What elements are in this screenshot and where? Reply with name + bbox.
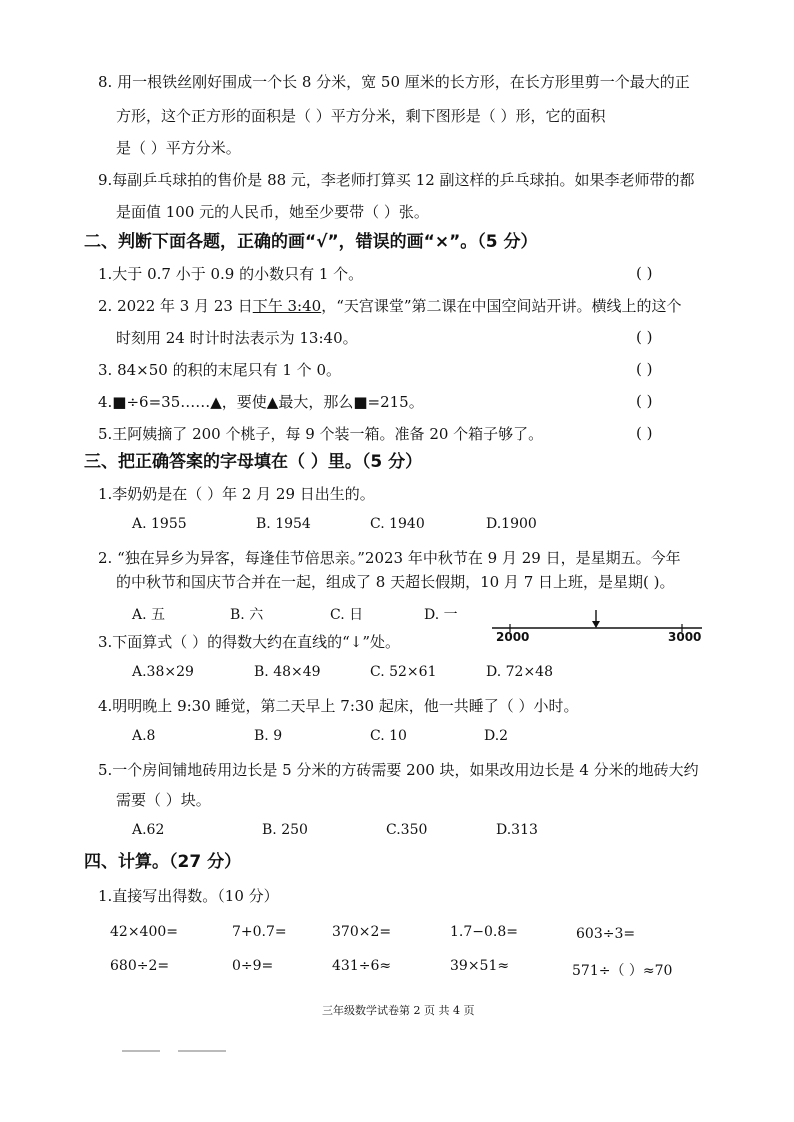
choice-q5-line2: 需要（ ）块。	[116, 791, 211, 809]
judge-answer-3[interactable]: ( )	[636, 360, 653, 378]
section3-title: 三、把正确答案的字母填在（ ）里。（5 分）	[84, 452, 423, 472]
choice-q5-option-d[interactable]: D.313	[496, 822, 538, 838]
choice-q1-option-c[interactable]: C. 1940	[370, 516, 425, 532]
choice-q3-option-d[interactable]: D. 72×48	[486, 664, 553, 680]
choice-q2-line1: 2. “独在异乡为异客，每逢佳节倍思亲。”2023 年中秋节在 9 月 29 日，是星期五。今年	[98, 549, 681, 567]
q9-line2: 是面值 100 元的人民币，她至少要带（ ）张。	[116, 203, 429, 221]
q8-line2: 方形，这个正方形的面积是（ ）平方分米，剩下图形是（ ）形，它的面积	[116, 107, 606, 125]
judge-item-4: 4.■÷6=35……▲，要使▲最大，那么■=215。	[98, 393, 424, 411]
number-line-start-label: 2000	[496, 630, 530, 644]
choice-q4-option-b[interactable]: B. 9	[254, 728, 283, 744]
choice-q4-option-a[interactable]: A.8	[132, 728, 156, 744]
calc-1[interactable]: 42×400=	[110, 924, 178, 940]
calc-6[interactable]: 680÷2=	[110, 958, 170, 974]
q8-line1: 8. 用一根铁丝刚好围成一个长 8 分米，宽 50 厘米的长方形，在长方形里剪一个最大的正	[98, 73, 690, 91]
calc-9[interactable]: 39×51≈	[450, 958, 510, 974]
down-arrow-icon-head	[592, 621, 600, 628]
judge-item-2-line2: 时刻用 24 时计时法表示为 13:40。	[116, 329, 358, 347]
calc-5[interactable]: 603÷3=	[576, 926, 636, 942]
judge-answer-2[interactable]: ( )	[636, 328, 653, 346]
choice-q2-option-b[interactable]: B. 六	[230, 607, 264, 623]
choice-q4: 4.明明晚上 9:30 睡觉，第二天早上 7:30 起床，他一共睡了（ ）小时。	[98, 697, 579, 715]
section4-title: 四、计算。（27 分）	[84, 852, 242, 872]
section4-sub1: 1.直接写出得数。（10 分）	[98, 887, 279, 905]
choice-q3: 3.下面算式（ ）的得数大约在直线的“↓”处。	[98, 633, 400, 651]
section2-title: 二、判断下面各题，正确的画“√”，错误的画“×”。（5 分）	[84, 232, 538, 252]
choice-q5-option-a[interactable]: A.62	[132, 822, 165, 838]
choice-q1-option-a[interactable]: A. 1955	[132, 516, 187, 532]
choice-q5-option-b[interactable]: B. 250	[262, 822, 308, 838]
q8-line3: 是（ ）平方分米。	[116, 139, 241, 157]
number-line-end-label: 3000	[668, 630, 702, 644]
judge-item-5: 5.王阿姨摘了 200 个桃子，每 9 个装一箱。准备 20 个箱子够了。	[98, 425, 544, 443]
choice-q1-option-b[interactable]: B. 1954	[256, 516, 311, 532]
choice-q3-option-c[interactable]: C. 52×61	[370, 664, 437, 680]
choice-q2-option-a[interactable]: A. 五	[132, 607, 166, 623]
calc-10[interactable]: 571÷（ ）≈70	[572, 963, 673, 979]
choice-q4-option-d[interactable]: D.2	[484, 728, 509, 744]
choice-q2-option-d[interactable]: D. 一	[424, 607, 458, 623]
choice-q1-option-d[interactable]: D.1900	[486, 516, 537, 532]
judge-item-2: 2. 2022 年 3 月 23 日下午 3:40，“天宫课堂”第二课在中国空间站开讲。横线上的这个	[98, 297, 682, 315]
judge-answer-1[interactable]: ( )	[636, 264, 653, 282]
calc-2[interactable]: 7+0.7=	[232, 924, 287, 940]
q9-line1: 9.每副乒乓球拍的售价是 88 元，李老师打算买 12 副这样的乒乓球拍。如果李老师带的都	[98, 171, 695, 189]
judge-item-3: 3. 84×50 的积的末尾只有 1 个 0。	[98, 361, 341, 379]
scan-mark	[178, 1050, 226, 1052]
calc-4[interactable]: 1.7−0.8=	[450, 924, 518, 940]
judge-answer-4[interactable]: ( )	[636, 392, 653, 410]
choice-q3-option-a[interactable]: A.38×29	[132, 664, 194, 680]
choice-q2-option-c[interactable]: C. 日	[330, 607, 364, 623]
scan-mark	[122, 1050, 160, 1052]
choice-q3-option-b[interactable]: B. 48×49	[254, 664, 321, 680]
choice-q5-line1: 5.一个房间铺地砖用边长是 5 分米的方砖需要 200 块，如果改用边长是 4 分米的地砖大约	[98, 761, 699, 779]
calc-3[interactable]: 370×2=	[332, 924, 392, 940]
calc-8[interactable]: 431÷6≈	[332, 958, 392, 974]
choice-q4-option-c[interactable]: C. 10	[370, 728, 407, 744]
underlined-time: 下午 3:40	[252, 297, 322, 315]
judge-item-1: 1.大于 0.7 小于 0.9 的小数只有 1 个。	[98, 265, 364, 283]
choice-q1: 1.李奶奶是在（ ）年 2 月 29 日出生的。	[98, 485, 375, 503]
judge-answer-5[interactable]: ( )	[636, 424, 653, 442]
calc-7[interactable]: 0÷9=	[232, 958, 274, 974]
choice-q2-line2: 的中秋节和国庆节合并在一起，组成了 8 天超长假期，10 月 7 日上班，是星期( )。	[116, 573, 675, 591]
page-footer: 三年级数学试卷第 2 页 共 4 页	[322, 1004, 475, 1017]
choice-q5-option-c[interactable]: C.350	[386, 822, 428, 838]
